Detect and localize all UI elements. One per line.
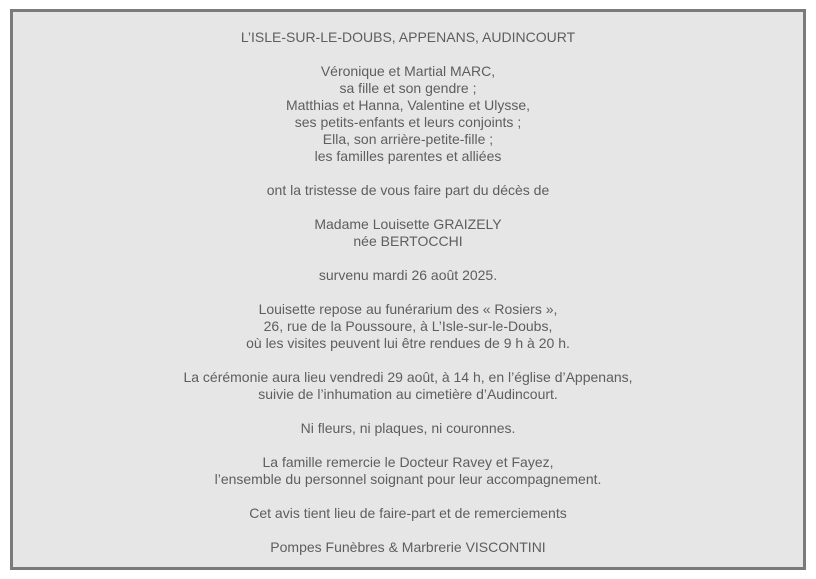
deceased-name: Madame Louisette GRAIZELY (314, 216, 502, 232)
family-line: sa fille et son gendre ; (339, 80, 477, 96)
funeral-home-name: Pompes Funèbres & Marbrerie VISCONTINI (270, 539, 546, 555)
deceased-block (13, 216, 803, 250)
notice-statement (13, 505, 803, 522)
ceremony-line: La cérémonie aura lieu vendredi 29 août, à 14 h, en l’église d’Appenans, (183, 369, 633, 385)
notice-header (13, 29, 803, 46)
date-of-death (13, 267, 803, 284)
family-line: Véronique et Martial MARC, (320, 63, 496, 79)
thanks-line: l’ensemble du personnel soignant pour leur accompagnement. (214, 471, 602, 487)
family-block (13, 63, 803, 165)
family-line: Matthias et Hanna, Valentine et Ulysse, (285, 97, 531, 113)
family-line: Ella, son arrière-petite-fille ; (322, 131, 494, 147)
announcement-text: ont la tristesse de vous faire part du décès de (266, 182, 550, 198)
flowers-note (13, 420, 803, 437)
funeral-home (13, 539, 803, 556)
ceremony-block (13, 369, 803, 403)
notice-statement-text: Cet avis tient lieu de faire-part et de remerciements (249, 505, 567, 521)
deceased-maiden-name: née BERTOCCHI (353, 233, 463, 249)
viewing-block (13, 301, 803, 352)
flowers-text: Ni fleurs, ni plaques, ni couronnes. (300, 420, 516, 436)
viewing-line: Louisette repose au funérarium des « Rosiers », (258, 301, 558, 317)
viewing-line: où les visites peuvent lui être rendues de 9 h à 20 h. (246, 335, 570, 351)
family-line: les familles parentes et alliées (314, 148, 502, 164)
header-locations: L’ISLE-SUR-LE-DOUBS, APPENANS, AUDINCOURT (240, 29, 576, 45)
notice-body (13, 12, 803, 556)
family-line: ses petits-enfants et leurs conjoints ; (294, 114, 522, 130)
obituary-notice (10, 9, 806, 570)
ceremony-line: suivie de l’inhumation au cimetière d’Audincourt. (258, 386, 558, 402)
date-of-death-text: survenu mardi 26 août 2025. (318, 267, 498, 283)
thanks-block (13, 454, 803, 488)
thanks-line: La famille remercie le Docteur Ravey et Fayez, (262, 454, 554, 470)
announcement (13, 182, 803, 199)
viewing-line: 26, rue de la Poussoure, à L’Isle-sur-le-Doubs, (263, 318, 553, 334)
